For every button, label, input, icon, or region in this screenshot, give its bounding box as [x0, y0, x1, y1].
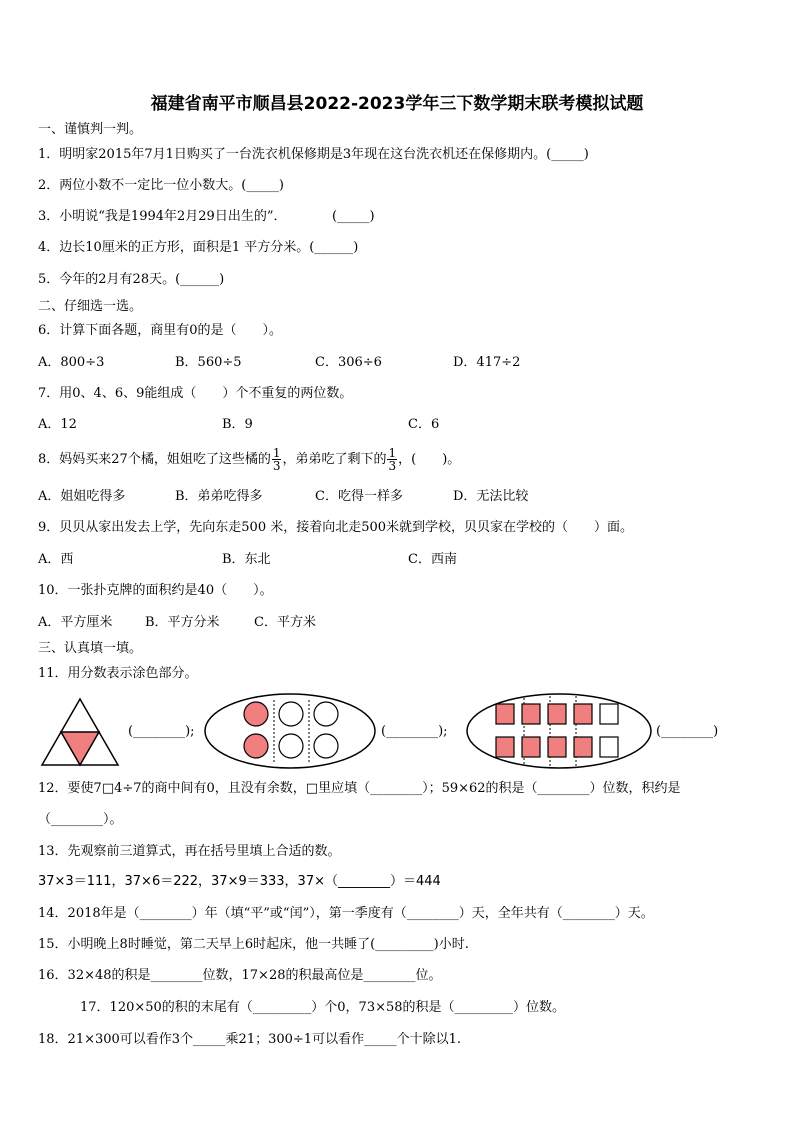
- question-13-equations: 37×3＝111，37×6＝222，37×9＝333，37×（________）＝444: [38, 874, 441, 889]
- question-14: 14．2018年是（________）年（填“平”或“闰”），第一季度有（________）天，全年共有（________）天。: [38, 906, 654, 921]
- question-12-line-1: 12．要使7□4÷7的商中间有0，且没有余数，□里应填（________）；59×62的积是（________）位数，积约是: [38, 781, 681, 796]
- question-3: 3．小明说“我是1994年2月29日出生的”． (_____): [38, 209, 375, 224]
- fraction-denominator: 3: [272, 459, 281, 473]
- question-7: 7．用0、4、6、9能组成（ ）个不重复的两位数。: [38, 386, 353, 401]
- question-16: 16．32×48的积是________位数，17×28的积最高位是________位。: [38, 968, 442, 983]
- q7-option-b: B．9: [222, 417, 253, 432]
- q6-option-d: D．417÷2: [453, 355, 521, 370]
- q6-option-a: A．800÷3: [38, 355, 105, 370]
- q10-option-a: A．平方厘米: [38, 615, 113, 630]
- q8-option-d: D．无法比较: [453, 489, 529, 504]
- q11-blank-2: (________);: [381, 724, 448, 739]
- q6-option-c: C．306÷6: [315, 355, 382, 370]
- q9-option-a: A．西: [38, 552, 74, 567]
- question-11: 11．用分数表示涂色部分。: [38, 666, 198, 681]
- triangle-figure: [40, 697, 120, 767]
- question-18: 18．21×300可以看作3个_____乘21；300÷1可以看作_____个十除以1.: [38, 1032, 461, 1047]
- fraction-numerator: 1: [272, 446, 281, 460]
- question-17: 17．120×50的积的末尾有（_________）个0，73×58的积是（_________）位数。: [80, 1000, 566, 1015]
- q9-option-c: C．西南: [408, 552, 457, 567]
- question-1: 1．明明家2015年7月1日购买了一台洗衣机保修期是3年现在这台洗衣机还在保修期内。(_____): [38, 147, 589, 162]
- q10-option-b: B．平方分米: [145, 615, 220, 630]
- section-3-heading: 三、认真填一填。: [38, 641, 143, 656]
- q10-option-c: C．平方米: [254, 615, 316, 630]
- q9-option-b: B．东北: [222, 552, 271, 567]
- question-8: [38, 444, 460, 476]
- question-13: 13．先观察前三道算式，再在括号里填上合适的数。: [38, 844, 341, 859]
- section-2-heading: 二、仔细选一选。: [38, 299, 143, 314]
- question-10: 10．一张扑克牌的面积约是40（ ）。: [38, 583, 273, 598]
- question-5: 5．今年的2月有28天。(______): [38, 272, 225, 287]
- q8-text-part2: ，弟弟吃了剩下的: [282, 452, 387, 467]
- section-1-heading: 一、谨慎判一判。: [38, 122, 143, 137]
- fraction-one-third: [387, 447, 397, 472]
- q8-option-c: C．吃得一样多: [315, 489, 403, 504]
- q7-option-c: C．6: [408, 417, 440, 432]
- q11-blank-1: (________);: [128, 724, 195, 739]
- q11-blank-3: (________): [656, 724, 719, 739]
- question-4: 4．边长10厘米的正方形，面积是1 平方分米。(______): [38, 240, 359, 255]
- fraction-numerator: 1: [388, 446, 397, 460]
- question-12-line-2: （________）。: [38, 812, 123, 827]
- question-9: 9．贝贝从家出发去上学，先向东走500 米，接着向北走500米就到学校，贝贝家在学校的（ ）面。: [38, 520, 634, 535]
- fraction-one-third: [272, 447, 282, 472]
- oval-circles-figure: [203, 692, 377, 770]
- question-15: 15．小明晚上8时睡觉，第二天早上6时起床，他一共睡了(_________)小时.: [38, 937, 469, 952]
- q8-text-part1: 8．妈妈买来27个橘，姐姐吃了这些橘的: [38, 452, 271, 467]
- question-6: 6．计算下面各题，商里有0的是（ ）。: [38, 323, 283, 338]
- fraction-denominator: 3: [388, 459, 397, 473]
- q8-option-a: A．姐姐吃得多: [38, 489, 126, 504]
- question-2: 2．两位小数不一定比一位小数大。(_____): [38, 178, 284, 193]
- oval-squares-figure: [465, 692, 653, 770]
- q7-option-a: A．12: [38, 417, 77, 432]
- q6-option-b: B．560÷5: [175, 355, 242, 370]
- q8-text-part3: ，( )。: [398, 452, 461, 467]
- q8-option-b: B．弟弟吃得多: [175, 489, 263, 504]
- page-title: 福建省南平市顺昌县2022-2023学年三下数学期末联考模拟试题: [150, 94, 644, 114]
